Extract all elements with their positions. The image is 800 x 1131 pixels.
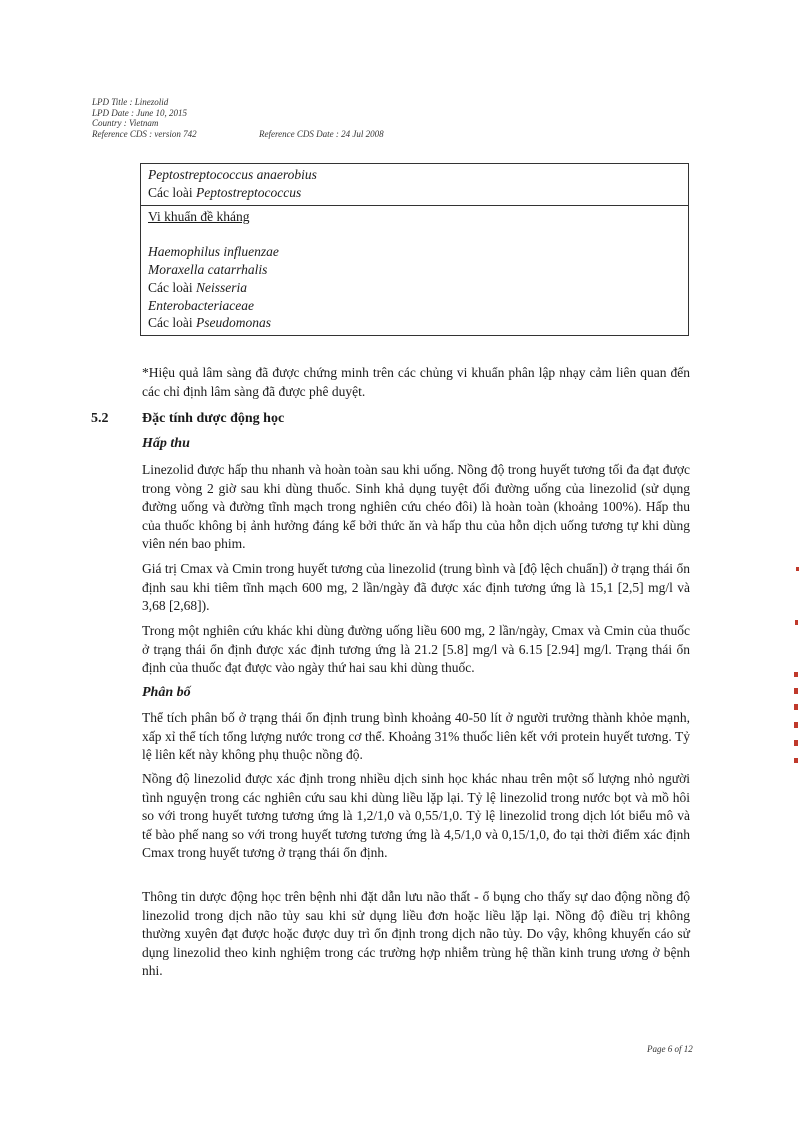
reference-cds-row — [92, 128, 384, 140]
list-item-prefix: Các loài — [148, 315, 196, 331]
edge-mark — [794, 688, 798, 694]
list-item — [148, 261, 681, 279]
list-item-species: Moraxella catarrhalis — [148, 261, 268, 277]
list-item-species: Enterobacteriaceae — [148, 297, 254, 313]
list-item — [148, 314, 681, 332]
list-item-prefix: Các loài — [148, 279, 196, 295]
distribution-paragraph-1: Thể tích phân bố ở trạng thái ổn định trung bình khoảng 40-50 lít ở người trưởng thành khỏe mạnh, xấp xỉ thể tích tổng lượng nước trong cơ thể. Khoảng 31% thuốc liên kết với protein huyết tương. Tỷ lệ liên kết này không phụ thuộc nồng độ. — [142, 710, 690, 763]
distribution-paragraph-3: Thông tin dược động học trên bệnh nhi đặt dẫn lưu não thất - ổ bụng cho thấy sự dao động nồng độ linezolid trong dịch não tủy sau khi sử dụng liều đơn hoặc liều lặp lại. Nồng độ điều trị không thường xuyên đạt được hoặc được duy trì ổn định trong dịch não tủy. Do vậy, không khuyến cáo sử dụng linezolid theo kinh nghiệm trong các trường hợp nhiễm trùng hệ thần kinh trung ương ở bệnh nhi. — [142, 889, 690, 979]
edge-mark — [794, 758, 798, 763]
list-item-species: Neisseria — [195, 279, 247, 295]
table-line: Peptostreptococcus anaerobius — [148, 167, 317, 182]
absorption-paragraph-1: Linezolid được hấp thu nhanh và hoàn toàn sau khi uống. Nồng độ trong huyết tương tối đa đạt được trong vòng 2 giờ sau khi dùng thuốc. Sinh khả dụng tuyệt đối đường uống của linezolid (sử dụng đường uống và đường tĩnh mạch trong nghiên cứu chéo đôi) là hoàn toàn (khoảng 100%). Hấp thu của thuốc không bị ảnh hưởng đáng kể bởi thức ăn và hấp thu của hỗn dịch uống tương tự khi dùng viên nén bao phim. — [142, 462, 690, 552]
table-line — [148, 184, 681, 202]
edge-mark — [794, 672, 798, 677]
list-item-species: Pseudomonas — [195, 315, 271, 331]
absorption-paragraph-2: Giá trị Cmax và Cmin trong huyết tương của linezolid (trung bình và [độ lệch chuẩn]) ở trạng thái ổn định sau khi tiêm tĩnh mạch 600 mg, 2 lần/ngày đã được xác định tương ứng là 15,1 [2,5] mg/l và 3,68 [2,68]). — [142, 561, 690, 614]
list-item — [148, 297, 681, 315]
edge-mark — [794, 740, 798, 746]
table-row-sensitive — [141, 164, 688, 205]
edge-mark — [794, 704, 798, 710]
reference-cds: Reference CDS : version 742 — [92, 128, 197, 139]
section-title: Đặc tính dược động học — [142, 411, 285, 426]
list-item — [148, 279, 681, 297]
resistant-heading: Vi khuẩn đề kháng — [148, 208, 250, 224]
spacer — [148, 225, 681, 243]
efficacy-note: *Hiệu quả lâm sàng đã được chứng minh trên các chủng vi khuẩn phân lập nhạy cảm liên quan đến các chỉ định lâm sàng đã được phê duyệt. — [142, 365, 690, 399]
bacteria-table — [140, 163, 689, 336]
section-number: 5.2 — [91, 411, 109, 426]
distribution-paragraph-2: Nồng độ linezolid được xác định trong nhiều dịch sinh học khác nhau trên một số lượng nhỏ người tình nguyện trong các nghiên cứu sau khi dùng liều lặp lại. Tỷ lệ linezolid trong nước bọt và mồ hôi so với trong huyết tương tương ứng là 1,2/1,0 và 0,55/1,0. Tỷ lệ linezolid trong dịch lót biểu mô và tế bào phế nang so với trong huyết tương tương ứng là 4,5/1,0 và 0,15/1,0, đo tại thời điểm xác định Cmax trong huyết tương ở trạng thái ổn định. — [142, 771, 690, 861]
absorption-paragraph-3: Trong một nghiên cứu khác khi dùng đường uống liều 600 mg, 2 lần/ngày, Cmax và Cmin của thuốc ở trạng thái ổn định được xác định tương ứng là 21.2 [5.8] mg/l và 6.15 [2.94] mg/l. Trạng thái ổn định của thuốc đạt được vào ngày thứ hai sau khi dùng thuốc. — [142, 623, 690, 676]
table-row-resistant — [141, 205, 688, 336]
absorption-heading: Hấp thu — [142, 436, 190, 451]
list-item-species: Haemophilus influenzae — [148, 244, 279, 260]
table-line-prefix: Các loài — [148, 184, 196, 200]
lpd-date: LPD Date : June 10, 2015 — [92, 107, 187, 118]
lpd-title: LPD Title : Linezolid — [92, 97, 169, 107]
country: Country : Vietnam — [92, 118, 159, 128]
edge-mark — [794, 722, 798, 728]
distribution-heading: Phân bố — [142, 685, 191, 700]
list-item — [148, 243, 681, 261]
document-header — [92, 97, 384, 139]
table-line-species: Peptostreptococcus — [195, 184, 302, 200]
page-number: Page 6 of 12 — [647, 1044, 693, 1054]
reference-cds-date: Reference CDS Date : 24 Jul 2008 — [259, 128, 384, 139]
edge-mark — [795, 620, 798, 625]
edge-mark — [796, 567, 799, 571]
